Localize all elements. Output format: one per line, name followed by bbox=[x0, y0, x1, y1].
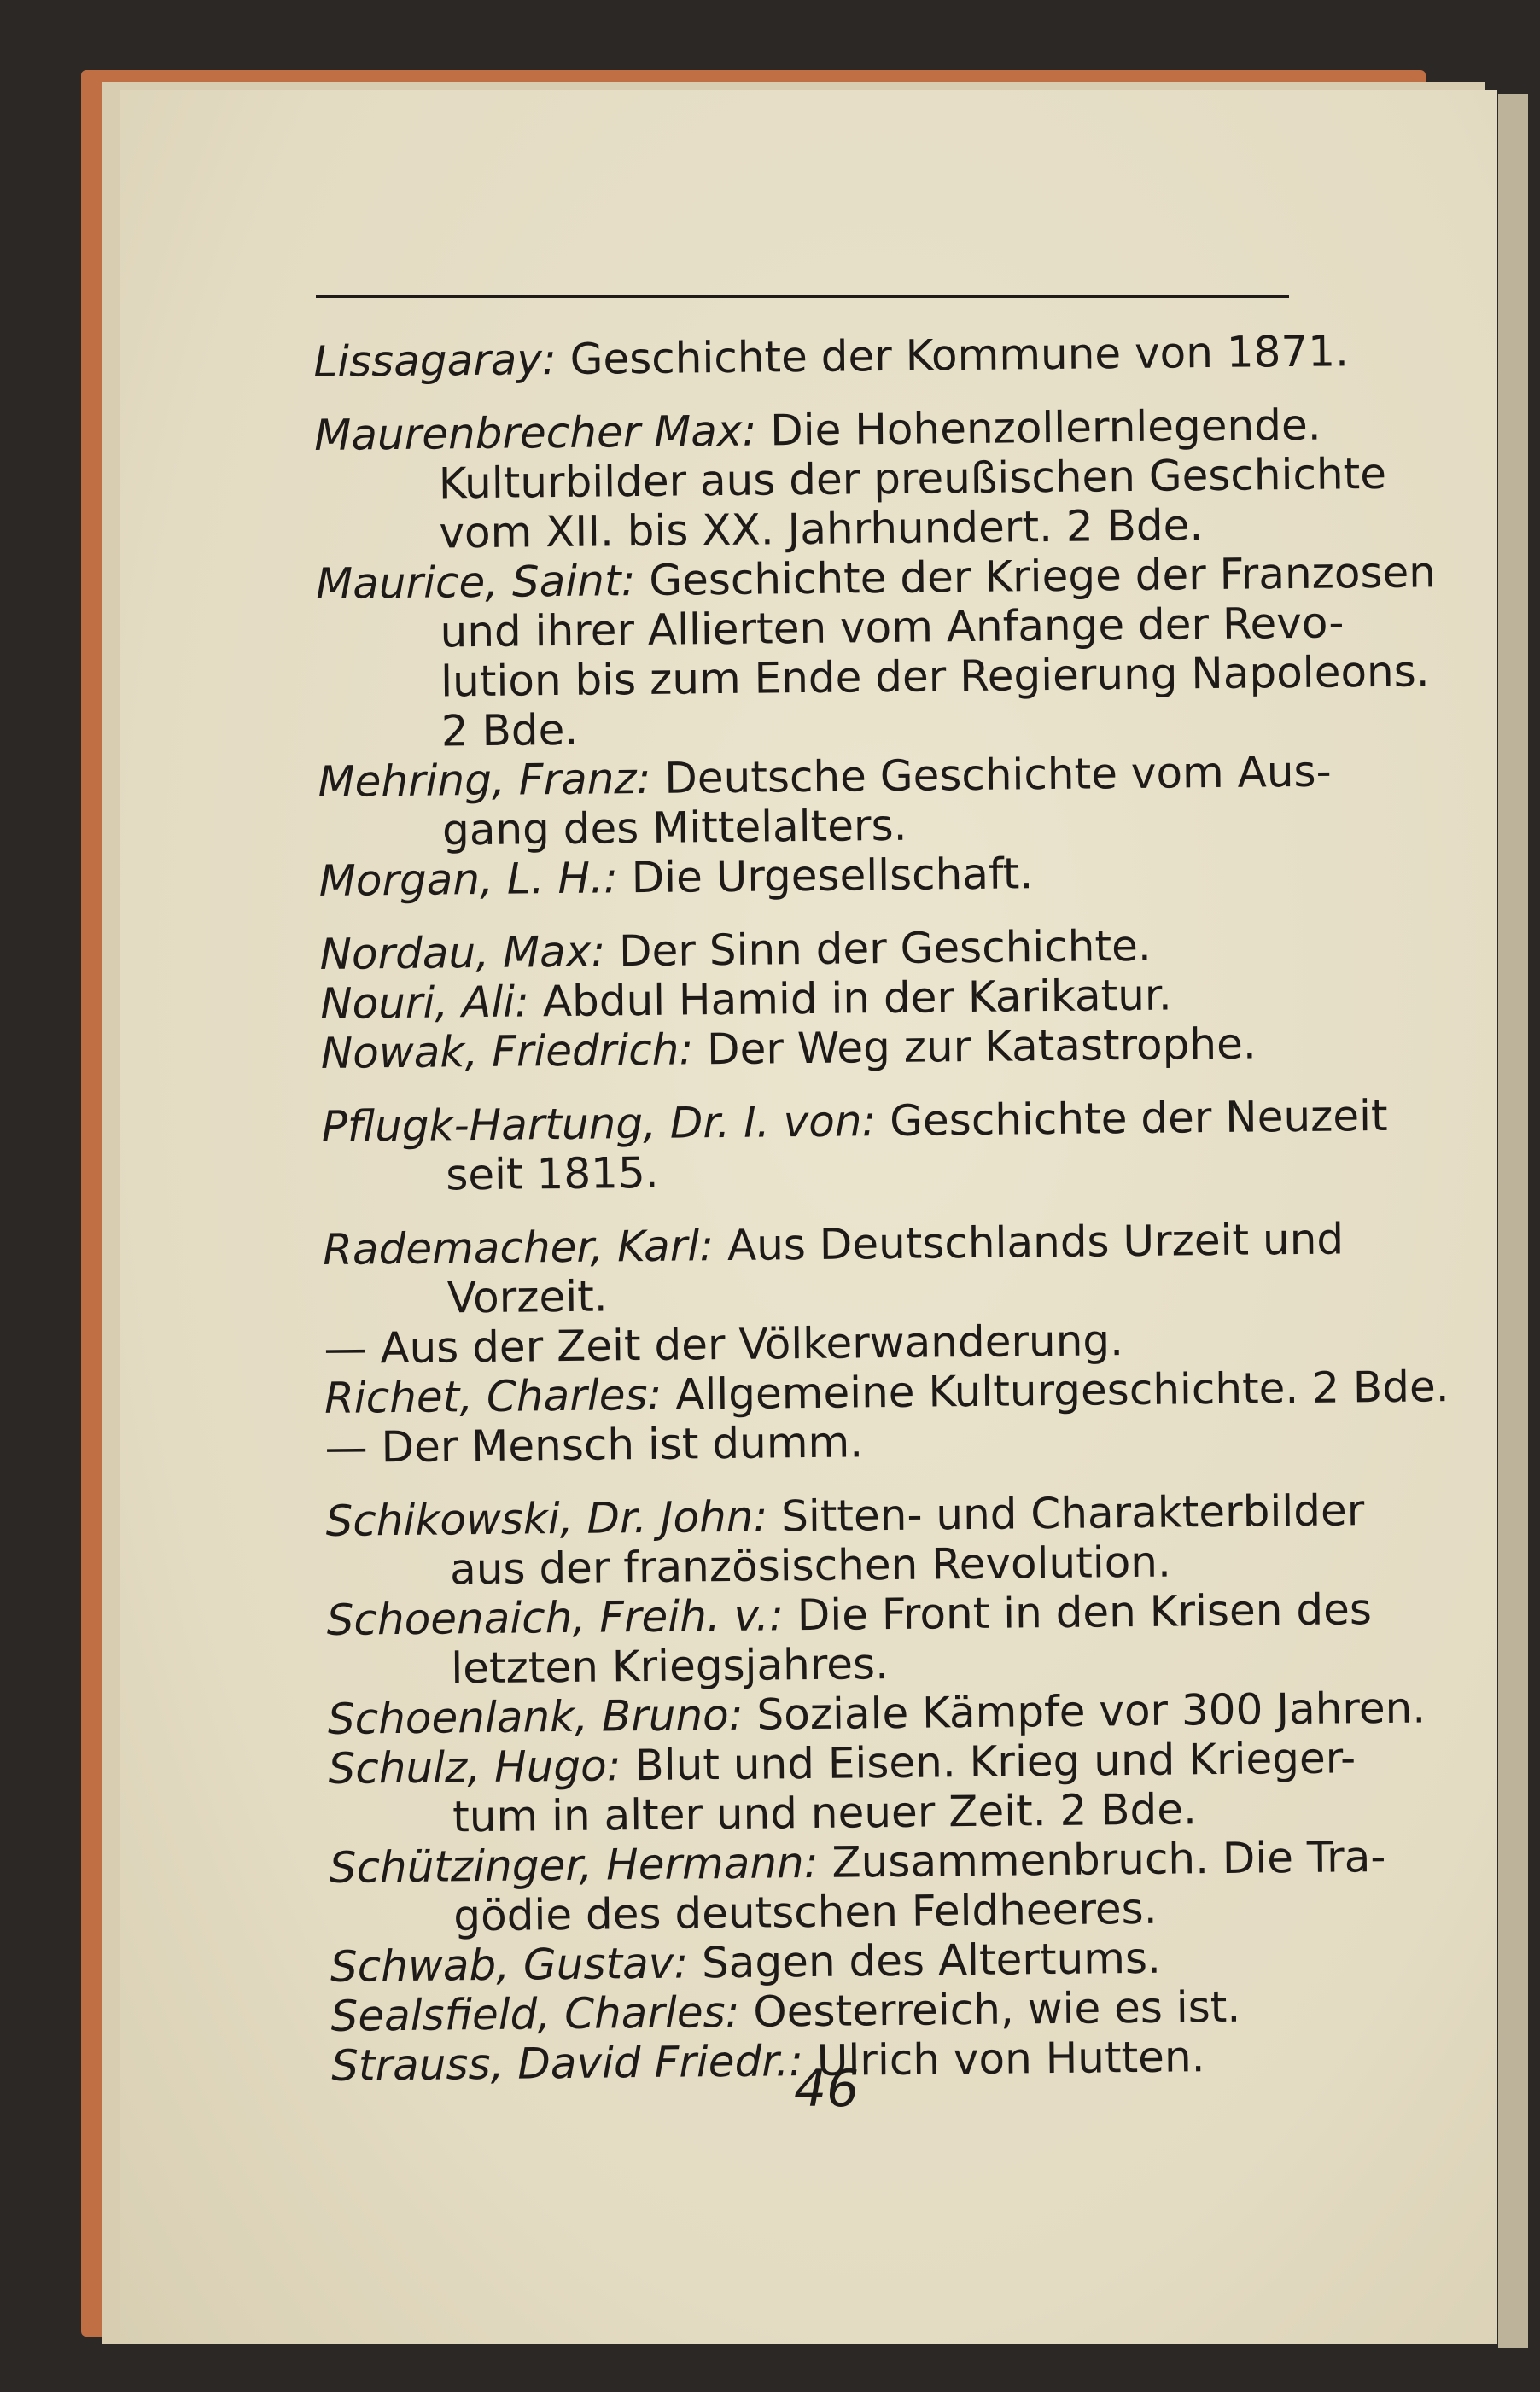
facing-page-edge bbox=[1498, 94, 1528, 2348]
entry-title: Aus Deutschlands Urzeit und bbox=[726, 1214, 1345, 1270]
entry-author: Schwab, Gustav: bbox=[330, 1938, 689, 1992]
entry-title: Die Hohenzollernlegende. bbox=[769, 400, 1321, 456]
entry-author: Schoenlank, Bruno: bbox=[327, 1689, 744, 1744]
entry-title: Der Mensch ist dumm. bbox=[381, 1417, 864, 1473]
entry-title: Der Sinn der Geschichte. bbox=[618, 920, 1152, 977]
entry-title: Ulrich von Hutten. bbox=[816, 2032, 1205, 2086]
entry-author: Schikowski, Dr. John: bbox=[325, 1491, 768, 1546]
entry-continuation: Kulturbilder aus der preußischen Geschichte bbox=[438, 448, 1387, 509]
entry-continuation: und ihrer Allierten vom Anfange der Revo- bbox=[440, 598, 1345, 657]
entry-author: Richet, Charles: bbox=[324, 1369, 662, 1423]
entry-title: Geschichte der Kommune von 1871. bbox=[569, 326, 1350, 384]
entry-title: Sitten- und Charakterbilder bbox=[780, 1485, 1365, 1542]
list-item bbox=[321, 1090, 1388, 1201]
entry-title: Geschichte der Kriege der Franzosen bbox=[648, 547, 1437, 605]
top-rule bbox=[316, 295, 1289, 298]
entry-author: Rademacher, Karl: bbox=[322, 1221, 715, 1275]
entry-continuation: lution bis zum Ende der Regierung Napoleons. bbox=[440, 646, 1430, 707]
list-item bbox=[318, 746, 1343, 856]
entry-author: Maurice, Saint: bbox=[315, 556, 636, 609]
entry-dash: — bbox=[324, 1323, 367, 1374]
entry-continuation: seit 1815. bbox=[445, 1147, 659, 1200]
entry-title: Der Weg zur Katastrophe. bbox=[706, 1018, 1257, 1075]
list-item bbox=[328, 1733, 1356, 1843]
entry-title: Abdul Hamid in der Karikatur. bbox=[542, 970, 1173, 1027]
entry-title: Geschichte der Neuzeit bbox=[889, 1090, 1388, 1146]
entry-continuation: 2 Bde. bbox=[440, 704, 579, 756]
entry-author: Maurenbrecher Max: bbox=[313, 405, 757, 460]
list-item bbox=[325, 1485, 1365, 1596]
entry-author: Lissagaray: bbox=[313, 335, 557, 387]
entry-title: Sagen des Altertums. bbox=[701, 1933, 1162, 1988]
entry-title: Oesterreich, wie es ist. bbox=[753, 1981, 1241, 2037]
entry-title: Zusammenbruch. Die Tra- bbox=[831, 1831, 1386, 1887]
entry-author: Strauss, David Friedr.: bbox=[330, 2036, 804, 2091]
list-item bbox=[326, 1584, 1373, 1695]
entry-title: Die Urgesellschaft. bbox=[631, 849, 1034, 903]
entry-author: Pflugk-Hartung, Dr. I. von: bbox=[321, 1096, 877, 1152]
entry-author: Schulz, Hugo: bbox=[328, 1741, 621, 1794]
entry-continuation: letzten Kriegsjahres. bbox=[451, 1639, 890, 1694]
entry-title: Soziale Kämpfe vor 300 Jahren. bbox=[756, 1683, 1426, 1740]
entry-continuation: tum in alter und neuer Zeit. 2 Bde. bbox=[452, 1784, 1198, 1842]
entry-title: Allgemeine Kulturgeschichte. 2 Bde. bbox=[674, 1362, 1450, 1420]
entry-continuation: gang des Mittelalters. bbox=[441, 800, 907, 855]
entry-title: Aus der Zeit der Völkerwanderung. bbox=[380, 1316, 1124, 1374]
entry-author: Morgan, L. H.: bbox=[318, 853, 619, 906]
entry-title: Deutsche Geschichte vom Aus- bbox=[664, 746, 1332, 803]
bibliography-list bbox=[313, 326, 1450, 2091]
entry-continuation: aus der französischen Revolution. bbox=[449, 1537, 1172, 1595]
list-item bbox=[323, 1214, 1348, 1324]
entry-author: Schoenaich, Freih. v.: bbox=[326, 1590, 785, 1645]
entry-dash: — bbox=[324, 1422, 368, 1473]
entry-author: Mehring, Franz: bbox=[318, 753, 651, 807]
entry-continuation: gödie des deutschen Feldheeres. bbox=[453, 1883, 1158, 1941]
list-item bbox=[329, 1831, 1386, 1942]
entry-author: Schützinger, Hermann: bbox=[329, 1837, 819, 1893]
list-item bbox=[313, 400, 1387, 559]
entry-author: Nordau, Max: bbox=[319, 926, 606, 979]
entry-author: Sealsfield, Charles: bbox=[330, 1987, 740, 2041]
page-number: 46 bbox=[794, 2059, 860, 2119]
entry-continuation: Vorzeit. bbox=[446, 1271, 608, 1323]
entry-continuation: vom XII. bis XX. Jahrhundert. 2 Bde. bbox=[439, 500, 1204, 558]
list-item bbox=[315, 547, 1437, 757]
entry-author: Nowak, Friedrich: bbox=[320, 1024, 694, 1078]
entry-title: Blut und Eisen. Krieg und Krieger- bbox=[634, 1733, 1356, 1791]
entry-title: Die Front in den Krisen des bbox=[796, 1584, 1373, 1641]
entry-author: Nouri, Ali: bbox=[319, 977, 530, 1029]
